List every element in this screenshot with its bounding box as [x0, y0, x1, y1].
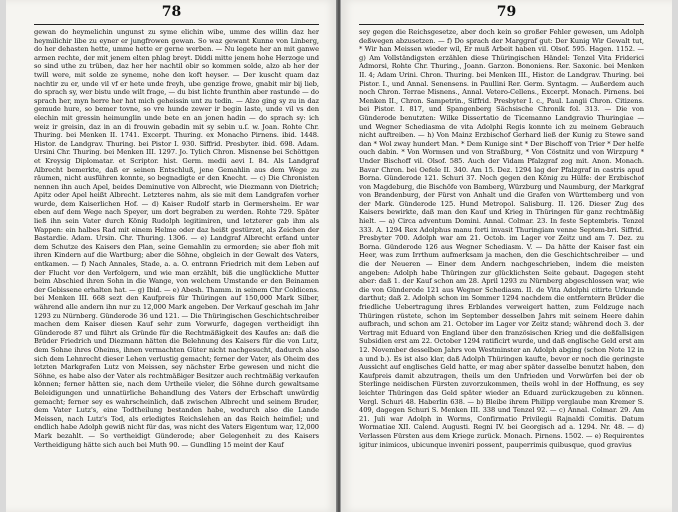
page-text [359, 28, 644, 502]
page-edge-right [672, 0, 678, 512]
footnote-text: gewan do heymelichin ungunst zu syme elichin wibe, umme des willin daz her heymilichir libe zu eyner er jungfrowen gewan. So waz gewant Kunne von Linberg, do her dehasten hette, umme hette er gerne werben. — Nu legete her an mit ganwe armen rechte, der mit jenem elten phlag breyt. Diddi mitte jenem hohe Herzoge und so sind uthe zu trüben, daz her her nachtil obir so kommen solde, alzo ab her der twill were, mit solde ze syneme, nohe den koft heyser. — Der kuscht quam daz nachtir zu er, unde vil vf er hete unde freyh, ube genzige frowe, gnabit mir bij lieb, do sprach sy, wer bistu unde wilt frage, — du bist lichte frunthin aber rastunde — do sprach her, myn herre her hat mich geheissin unt zu tedin. — Alzo ging sy zu in daz gemude hure, so bemer tovne, so vre hunde zewer ir begin laste, unde vil vs den elechin mit gressin heimunglin unde bete en an jonen hadin — do sprach sy: ich weiz ir greisin, daz in an di frouwin gebadin mit sy sebin u.ſ. w. Joan. Rohte Chr. Thuring. bei Menken II. 1741. Excerpt. Thuring. ex Monacho Pirnens. ibid. 1448. Histor. de Landgrav. Thuring. bei Pistor I. 930. Siffrid. Presbyter. ibid. 698. Adam. Ursini Chr. Thuring. bei Menken III. 1297. Jo. Tylich Chron. Misnense bei Schöttgen et Kreysig Diplomatar. et Scriptor. hist. Germ. medii aevi I. 84. Als Landgraf Albrecht bemerkte, daß er seinen Entschluß, jene Gemahlin aus dem Wege zu räumen, nicht ausführen konnte, so begnadigte er den Knecht. — c) Die Chronisten nennen ihn auch Apel, beides Deminutive von Albrecht, wie Diezmann von Dietrich; Apitz oder Apel heißt Albrecht. Letzteres nahm, als sie mit dem Landgrafen vorher wurde, dem Kaiserlichen Hof. — d) Kaiser Rudolf starb in Germersheim. Er war eben auf dem Wege nach Speyer, um dort begraben zu werden. Rohte 729. Später ließ ihn sein Vater durch König Rudolph legitimiren, und letzterer gab ihm als Wappen: ein halbes Rad mit einem Helme oder daz heißt gestürzet, als Zeichen der Bastardie. Adam. Ursin. Chr. Thuring. 1306. — e) Landgraf Albrecht erfand unter dem Schutze des Kaisers den Plan, seine Gemahlin zu ermorden; sie aber floh mit ihren Kindern auf die Wartburg; aber die Söhne, obgleich in der Gewalt des Vaters, entkamen. — f) Nach Annales, Stade, a. a. O. entrann Friedrich mit dem Leben auf der Flucht vor den Verfolgern, und wie man erzählt, biß die unglückliche Mutter beim Abschied ihren Sohn in die Wange, von welchem Umstande er den Beinamen der Gebissene erhalten hat. — g) Ibid. — e) Abesh. Thamm. in seinem Chr Coldicens. bei Menken III. 668 sezt den Kaufpreis für Thüringen auf 150,000 Mark Silber, während alle andern ihn nur zu 12,000 Mark angeben. Der Verkauf geschah im Jahr 1293 zu Nürnberg. Günderode 36 und 121. — Die Thüringischen Geschichtschreiber machen dem Kaiser diesen Kauf sehr zum Vorwurfe, dagegen vertheidigt ihn Günderode 87 und führt als Gründe für die Rechtmäßigkeit des Kaufes an: daß die Brüder Friedrich und Diezmann hätten die Belehnung des Kaisers für die von Lutz, dem Sohne ihres Oheims, ihnen vermachten Güter nicht nachgesucht, dadurch also sich dem Lehnrecht dieser Lehen verlustig gemacht; ferner der Vater, als Oheim des letzten Markgrafen Lutz von Meissen, sey nächster Erbe gewesen und nicht die Söhne, es habe also der Vater als rechtmäßiger Besitzer auch rechtmäßig verkaufen können; ferner hätten sie, nach dem Urtheile vieler, die Söhne durch gewaltsame Beleidigungen und unnatürliche Behandlung des Vaters der Erbschaft unwürdig gemacht; ferner sey es wahrscheinlich, daß zwischen Albrecht und seinem Bruder, dem Vater Lutz's, eine Todtheilung bestanden habe, wodurch also die Lande Meissen, nach Lutz's Tod, als erledigtes Reichslehen an das Reich heimfiel; und endlich habe Adolph gewiß nicht für das, was nicht des Vaters Eigentum war, 12,000 Mark bezahlt. — So vertheidigt Günderode; aber Gelegenheit zu des Kaisers Vertheidigung hätte sich auch bei Muth 90. — Gundling 15 meint der Kauf [34, 28, 319, 449]
page-text [34, 28, 319, 502]
left-page [6, 0, 338, 512]
page-number: 79 [496, 4, 517, 20]
page-number: 78 [161, 4, 182, 20]
right-page [340, 0, 672, 512]
header-rule [34, 24, 319, 25]
header-rule [359, 24, 644, 25]
footnote-text: sey gegen die Reichsgesetze, aber doch kein so großer Fehler gewesen, um Adolph deßwegen abzusetzen. — f) Do sprach der Marggraf gut: Der Kunig Wir Gewalt tut, * Wir han Meissen wieder wil, Er muß Arbeit haben vil. Olsof. 595. Hagen. 1152. — g) Am Vollständigsten erzählen diese Thüringischen Händel: Tenzel Vita Friderici Admorsi, Rohte Chr. Thuring., Joann. Garzon. Bononiens. Rer. Saxonic. bei Menken II. 4; Adam Urini. Chron. Thuring. bei Menken III., Histor. de Landgrav. Thuring. bei Pistor. I., und Annal. Senensens. in Paullini Rer. Germ. Syntagm. — Außerdem auch noch Chron. Terrae Misnens., Annal. Vetero-Cellens., Excerpt. Monach. Pirnens. bei Menken II., Chron. Sampetrin., Siffrid. Presbyter I. c., Paul. Langii Chron. Citizens. bei Pistor. I. 817, und Spangenberg Sächsische Chronik fol. 313. — Die von Günderode benutzten: Wilke Dissertatio de Ticemanno Landgravio Thuringiae — und Wegner Schediasma de vita Adolphi Regis konnte ich zu meinem Gebrauch nicht auftreiben. — h) Von Mainz Erzbischof Gerhard ließ der Kunig zu Stewe sand dan * Wol zway hundert Man. * Dem Kunige sint * Der Bischoff von Trier * Der helfe ouch dabin. * Von Wormsen und von Straßburg, * Von Cöstnitz und von Wirzpurg * Under Bischoff vil. Olsof. 585. Auch der Vidam Pfalzgraf zog mit. Anon. Monach. Bavar Chron. bei Oefele II. 340. Am 15. Dez. 1294 lag der Pfalzgraf in castris apud Borna. Günderode 121. Schuri 37. Noch gegen den König zu Hülfe: der Erzbischof von Magdeburg, die Bischöfe von Bamberg, Würzburg und Naumburg, der Markgraf von Brandenburg, der Fürst von Anhalt und die Grafen von Württemberg und von der Mark. Günderode 125. Hund Metropol. Salisburg. II. 126. Dieser Zug des Kaisers bewirkte, daß man den Kauf und Krieg in Thüringen für ganz rechtmäßig hielt. — a) Circa adventum Domini. Annal. Colmar. 23. In feste Septembris. Tenzel 333. A. 1294 Rex Adolphus manu forti invasit Thuringiam venne Septem-bri. Siffrid. Presbyter 700. Adolph war am 21. Octob. im Lager vor Zeitz und am 7. Dez. zu Borna. Günderode 126 aus Wegner Schediasm. V. — Da hätte der Kaiser fast ein Heer, was zum Irrthum aufmerksam ja machen, den die Geschichtschreiber — und die der Neueren — Einer dem Andern nachgeschrieben, indem die meisten angeben: Adolph habe Thüringen zur glücklichsten Seite gebaut. Dagegen steht aber: daß 1. der Kauf schon am 28. April 1293 zu Nürnberg abgeschlossen war, wie die von Günderode 121 aus Wegner Schediasm. II. de Vita Adolphi citirte Urkunde darthut; daß 2. Adolph schon im Sommer 1294 nachdem die entferntern Brüder die friedliche Uebertragung ihres Erblandes verweigert hatten, zum Feldzuge nach Thüringen rüstete, schon im September desselben Jahrs mit seinem Heere dahin aufbrach, und schon am 21. October im Lager vor Zeitz stand; während doch 3. der Vertrag mit Eduard von England über den französischen Krieg und die deßfallsigen Subsidien erst am 22. October 1294 ratificirt wurde, und daß englische Geld erst am 12. November desselben Jahrs von Westminster an Adolph abging (schon Note 12 in a und b.). Es ist also klar, daß Adolph Thüringen kaufte, bevor er noch die geringste Aussicht auf englisches Geld hatte, er mag aber später dasselbe benutzt haben, den Kaufpreis damit abzutragen, theils um den Unfrieden und Vorwürfen bei der ob Sterlinge neidischen Fürsten zuvorzukommen, theils wohl in der Hoffnung, es sey leichter Thüringen das Geld später wieder an Eduard zurückzugeben zu können. Vergl. Schuri 48. Haberlin 638. — b) Bleibe ihrem Philipp verglaube man Kremer S. 409, dagegen Schuri S. Menken III. 338 und Tenzel 92. — c) Annal. Colmar. 29. Am 21. Juli war Adolph in Worms, Confirmatio Privilegii Rajnaldi Comitis. Datum Wormatiae XII. Calend. Augusti. Regni IV. bei Georgisch ad a. 1294. Nr. 48. — d) Verlassen Fürsten aus dem Kriege zurück. Monach. Pirnens. 1502. — e) Requirentes igitur inimicos, ubicunque inveniri possent, pauperrimis quibusque, quod gravius [359, 28, 644, 449]
